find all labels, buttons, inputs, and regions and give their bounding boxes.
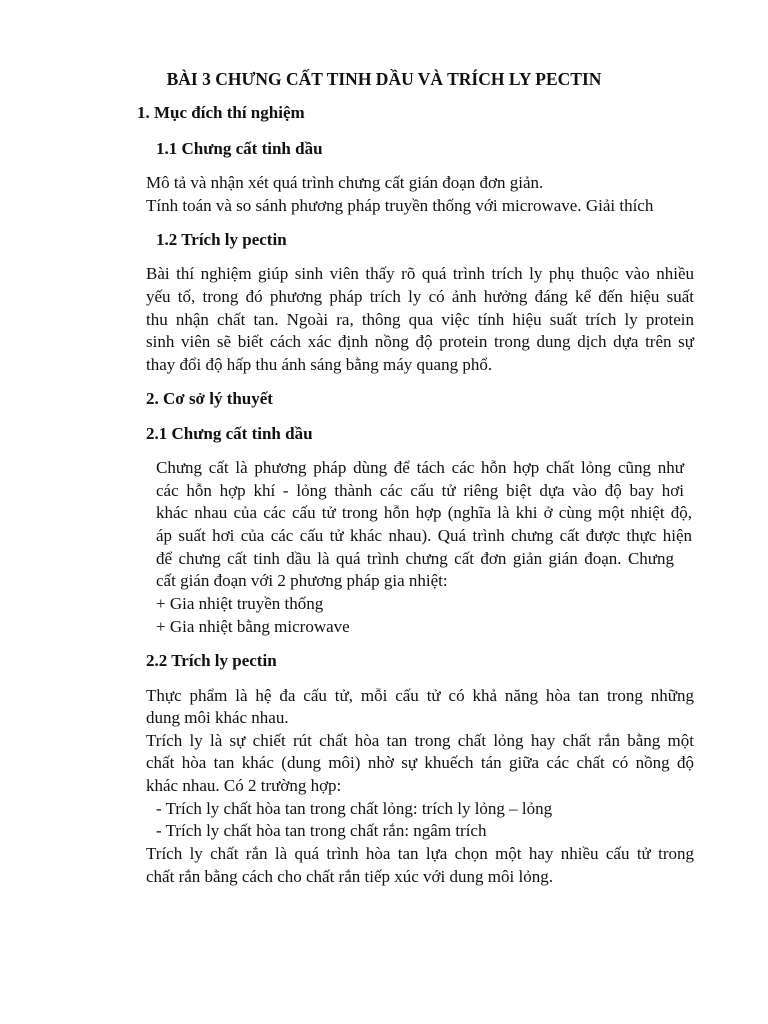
- paragraph-line: yếu tố, trong đó phương pháp trích ly có ảnh hưởng đáng kể đến hiệu suất: [146, 287, 694, 306]
- paragraph-line: các hỗn hợp khí - lỏng thành các cấu tử riêng biệt dựa vào độ bay hơi: [156, 481, 684, 500]
- section-2-2-heading: 2.2 Trích ly pectin: [146, 651, 277, 670]
- list-item: - Trích ly chất hòa tan trong chất rắn: ngâm trích: [156, 821, 487, 840]
- list-item: + Gia nhiệt truyền thống: [156, 594, 324, 613]
- paragraph-line: sinh viên sẽ biết cách xác định nồng độ protein trong dung dịch dựa trên sự: [146, 332, 694, 351]
- paragraph-line: khác nhau của các cấu tử trong hỗn hợp (nghĩa là khi ở cùng một nhiệt độ,: [156, 503, 692, 522]
- list-item: + Gia nhiệt bằng microwave: [156, 617, 350, 636]
- paragraph-line: để chưng cất tinh dầu là quá trình chưng cất đơn giản gián đoạn. Chưng: [156, 549, 674, 568]
- paragraph-line: thu nhận chất tan. Ngoài ra, thông qua việc tính hiệu suất trích ly protein: [146, 310, 694, 329]
- paragraph-line: chất hòa tan khác (dung môi) nhờ sự khuếch tán giữa các chất có nồng độ: [146, 753, 694, 772]
- section-2-heading: 2. Cơ sở lý thuyết: [146, 389, 273, 408]
- paragraph-line: Bài thí nghiệm giúp sinh viên thấy rõ quá trình trích ly phụ thuộc vào nhiều: [146, 264, 694, 283]
- section-2-1-heading: 2.1 Chưng cất tinh dầu: [146, 424, 313, 443]
- paragraph-line: dung môi khác nhau.: [146, 708, 289, 727]
- paragraph-line: thay đổi độ hấp thu ánh sáng bằng máy quang phổ.: [146, 355, 493, 374]
- paragraph-line: Chưng cất là phương pháp dùng để tách các hỗn hợp chất lỏng cũng như: [156, 458, 684, 477]
- paragraph-line: khác nhau. Có 2 trường hợp:: [146, 776, 342, 795]
- section-1-heading: 1. Mục đích thí nghiệm: [137, 103, 305, 122]
- section-1-2-heading: 1.2 Trích ly pectin: [156, 230, 287, 249]
- list-item: - Trích ly chất hòa tan trong chất lỏng: trích ly lỏng – lỏng: [156, 799, 553, 818]
- paragraph-line: Trích ly là sự chiết rút chất hòa tan trong chất lỏng hay chất rắn bằng một: [146, 731, 694, 750]
- paragraph-line: Trích ly chất rắn là quá trình hòa tan lựa chọn một hay nhiều cấu tử trong: [146, 844, 694, 863]
- paragraph-line: Thực phẩm là hệ đa cấu tử, mỗi cấu tử có khả năng hòa tan trong những: [146, 686, 694, 705]
- paragraph-line: Mô tả và nhận xét quá trình chưng cất gián đoạn đơn giản.: [146, 173, 544, 192]
- paragraph-line: chất rắn bằng cách cho chất rắn tiếp xúc với dung môi lỏng.: [146, 867, 553, 886]
- paragraph-line: áp suất hơi của các cấu tử khác nhau). Quá trình chưng cất được thực hiện: [156, 526, 692, 545]
- section-1-1-heading: 1.1 Chưng cất tinh dầu: [156, 139, 323, 158]
- paragraph-line: cất gián đoạn với 2 phương pháp gia nhiệt:: [156, 571, 448, 590]
- document-title: BÀI 3 CHƯNG CẤT TINH DẦU VÀ TRÍCH LY PECTIN: [166, 69, 602, 89]
- paragraph-line: Tính toán và so sánh phương pháp truyền thống với microwave. Giải thích: [146, 196, 654, 215]
